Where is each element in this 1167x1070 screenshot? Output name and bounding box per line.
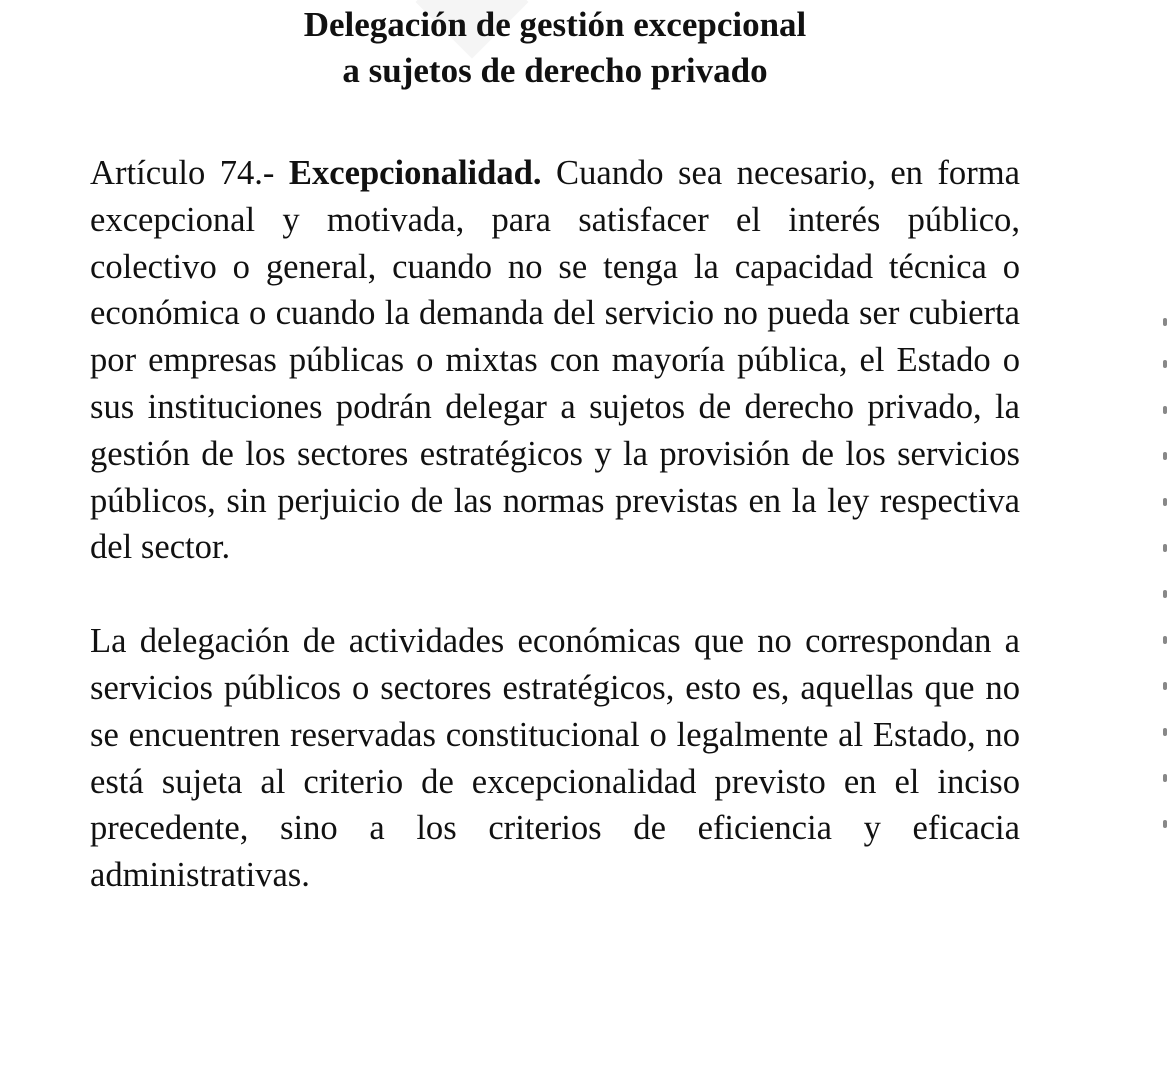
page-edge-marks [1159,310,1167,870]
article-paragraph [90,150,1020,571]
article-text: Cuando sea necesario, en forma excepcional y motivada, para satisfacer el interés público, colectivo o general, cuando no se tenga la capacidad técnica o económica o cuando la demanda del servicio no pueda ser cubierta por empresas públicas o mixtas con mayoría pública, el Estado o sus instituciones podrán delegar a sujetos de derecho privado, la gestión de los sectores estratégicos y la provisión de los servicios públicos, sin perjuicio de las normas previstas en la ley respectiva del sector. [90,154,1020,567]
document-page [90,0,1020,899]
second-paragraph: La delegación de actividades económicas que no correspondan a servicios públicos o sectores estratégicos, esto es, aquellas que no se encuentren reservadas constitucional o legalmente al Estado, no está sujeta al criterio de excepcionalidad previsto en el inciso precedente, sino a los criterios de eficiencia y eficacia administrativas. [90,622,1020,895]
document-title [90,2,1020,94]
article-heading: Excepcionalidad. [288,154,542,192]
title-line-1: Delegación de gestión excepcional [303,5,807,44]
title-line-2: a sujetos de derecho privado [342,51,768,90]
article-number: Artículo 74.- [90,154,275,192]
